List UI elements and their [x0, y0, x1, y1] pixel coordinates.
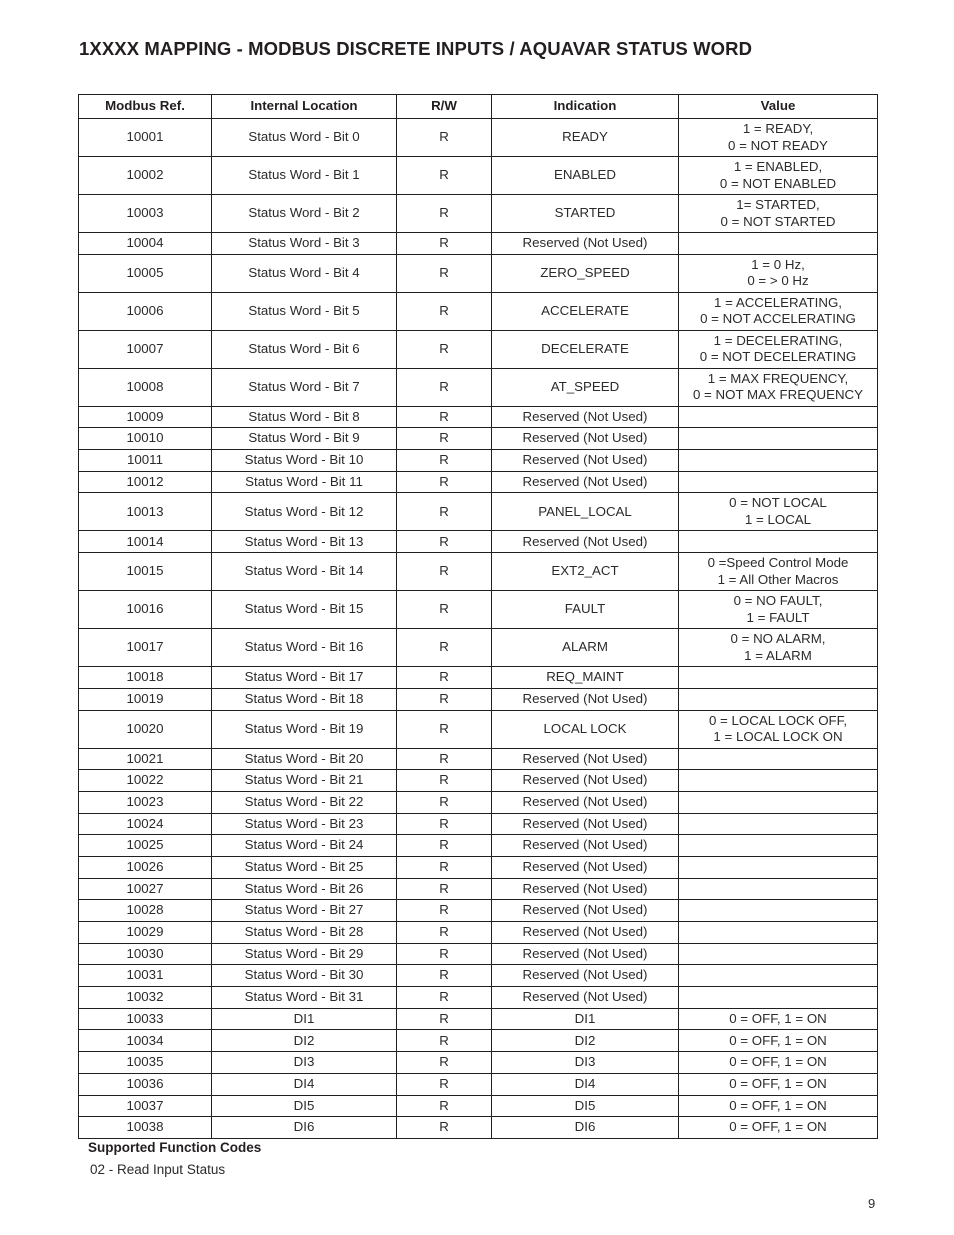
cell-indication: Reserved (Not Used)	[492, 856, 679, 878]
page-number: 9	[868, 1196, 876, 1211]
cell-internal-location: Status Word - Bit 10	[212, 450, 397, 472]
cell-internal-location: Status Word - Bit 31	[212, 987, 397, 1009]
cell-internal-location: Status Word - Bit 2	[212, 195, 397, 233]
cell-rw: R	[397, 791, 492, 813]
cell-indication: EXT2_ACT	[492, 553, 679, 591]
cell-internal-location: DI4	[212, 1073, 397, 1095]
page-title: 1XXXX MAPPING - MODBUS DISCRETE INPUTS / AQUAVAR STATUS WORD	[79, 38, 753, 59]
cell-internal-location: Status Word - Bit 4	[212, 254, 397, 292]
cell-indication: Reserved (Not Used)	[492, 922, 679, 944]
table-row	[79, 965, 878, 987]
value-line: 1 = FAULT	[746, 609, 810, 625]
value-line: 0 = OFF, 1 = ON	[729, 1010, 827, 1026]
cell-value	[679, 493, 878, 531]
cell-internal-location: Status Word - Bit 9	[212, 428, 397, 450]
cell-value	[679, 195, 878, 233]
cell-modbus-ref: 10034	[79, 1030, 212, 1052]
value-line: 0 = OFF, 1 = ON	[729, 1075, 827, 1091]
cell-modbus-ref: 10029	[79, 922, 212, 944]
cell-indication: Reserved (Not Used)	[492, 900, 679, 922]
cell-rw: R	[397, 591, 492, 629]
table-row	[79, 233, 878, 255]
cell-rw: R	[397, 688, 492, 710]
cell-internal-location: Status Word - Bit 26	[212, 878, 397, 900]
cell-rw: R	[397, 922, 492, 944]
cell-internal-location: DI1	[212, 1008, 397, 1030]
cell-indication: Reserved (Not Used)	[492, 813, 679, 835]
table-row	[79, 900, 878, 922]
cell-value	[679, 748, 878, 770]
cell-modbus-ref: 10006	[79, 292, 212, 330]
value-line: 0 = NOT MAX FREQUENCY	[692, 387, 864, 403]
cell-modbus-ref: 10026	[79, 856, 212, 878]
cell-modbus-ref: 10014	[79, 531, 212, 553]
cell-value	[679, 688, 878, 710]
table-row	[79, 791, 878, 813]
value-line: 0 = NOT DECELERATING	[699, 349, 857, 365]
cell-internal-location: Status Word - Bit 16	[212, 629, 397, 667]
header-value: Value	[679, 95, 878, 119]
value-line: 0 = NOT ACCELERATING	[700, 311, 856, 327]
cell-indication: LOCAL LOCK	[492, 710, 679, 748]
cell-value	[679, 1030, 878, 1052]
table-row	[79, 471, 878, 493]
cell-value	[679, 368, 878, 406]
cell-internal-location: Status Word - Bit 23	[212, 813, 397, 835]
table-row	[79, 710, 878, 748]
value-line: 1 = ACCELERATING,	[714, 294, 842, 310]
table-header-row	[79, 95, 878, 119]
cell-internal-location: DI3	[212, 1052, 397, 1074]
cell-rw: R	[397, 965, 492, 987]
cell-rw: R	[397, 1073, 492, 1095]
cell-modbus-ref: 10024	[79, 813, 212, 835]
cell-rw: R	[397, 292, 492, 330]
cell-indication: DI6	[492, 1117, 679, 1139]
cell-value	[679, 667, 878, 689]
cell-indication: ENABLED	[492, 157, 679, 195]
cell-rw: R	[397, 1095, 492, 1117]
cell-internal-location: DI2	[212, 1030, 397, 1052]
table-body	[79, 119, 878, 1139]
cell-value	[679, 922, 878, 944]
table-row	[79, 770, 878, 792]
value-line: 0 = NOT STARTED	[720, 213, 836, 229]
cell-internal-location: Status Word - Bit 15	[212, 591, 397, 629]
cell-value	[679, 965, 878, 987]
cell-indication: DI4	[492, 1073, 679, 1095]
value-line: 0 = NOT LOCAL	[729, 495, 827, 511]
cell-indication: ZERO_SPEED	[492, 254, 679, 292]
cell-rw: R	[397, 1117, 492, 1139]
cell-modbus-ref: 10037	[79, 1095, 212, 1117]
cell-value	[679, 835, 878, 857]
cell-modbus-ref: 10011	[79, 450, 212, 472]
table-row	[79, 856, 878, 878]
cell-rw: R	[397, 1052, 492, 1074]
cell-modbus-ref: 10018	[79, 667, 212, 689]
table-row	[79, 943, 878, 965]
value-line: 0 = OFF, 1 = ON	[729, 1097, 827, 1113]
cell-modbus-ref: 10019	[79, 688, 212, 710]
table-row	[79, 493, 878, 531]
value-line: 0 = OFF, 1 = ON	[729, 1119, 827, 1135]
cell-modbus-ref: 10021	[79, 748, 212, 770]
table-row	[79, 531, 878, 553]
cell-indication: FAULT	[492, 591, 679, 629]
table-row	[79, 330, 878, 368]
value-line: 0 = NOT READY	[728, 137, 828, 153]
cell-indication: ALARM	[492, 629, 679, 667]
cell-modbus-ref: 10035	[79, 1052, 212, 1074]
cell-rw: R	[397, 987, 492, 1009]
value-line: 0 = > 0 Hz	[747, 273, 809, 289]
cell-modbus-ref: 10038	[79, 1117, 212, 1139]
cell-indication: Reserved (Not Used)	[492, 688, 679, 710]
cell-internal-location: DI5	[212, 1095, 397, 1117]
table-row	[79, 428, 878, 450]
cell-value	[679, 428, 878, 450]
cell-value	[679, 406, 878, 428]
cell-internal-location: Status Word - Bit 21	[212, 770, 397, 792]
cell-value	[679, 943, 878, 965]
cell-value	[679, 1117, 878, 1139]
cell-indication: DECELERATE	[492, 330, 679, 368]
cell-value	[679, 292, 878, 330]
cell-internal-location: Status Word - Bit 5	[212, 292, 397, 330]
cell-rw: R	[397, 450, 492, 472]
cell-value	[679, 553, 878, 591]
cell-modbus-ref: 10016	[79, 591, 212, 629]
cell-internal-location: Status Word - Bit 19	[212, 710, 397, 748]
cell-modbus-ref: 10001	[79, 119, 212, 157]
table-row	[79, 1052, 878, 1074]
cell-internal-location: Status Word - Bit 7	[212, 368, 397, 406]
cell-indication: Reserved (Not Used)	[492, 471, 679, 493]
table-row	[79, 119, 878, 157]
cell-rw: R	[397, 943, 492, 965]
cell-internal-location: Status Word - Bit 25	[212, 856, 397, 878]
value-line: 1 = LOCAL LOCK ON	[713, 729, 843, 744]
value-line: 0 =Speed Control Mode	[707, 555, 849, 571]
supported-function-codes-title: Supported Function Codes	[88, 1140, 262, 1155]
cell-value	[679, 629, 878, 667]
table-row	[79, 1030, 878, 1052]
table-row	[79, 553, 878, 591]
cell-modbus-ref: 10017	[79, 629, 212, 667]
cell-rw: R	[397, 667, 492, 689]
header-indication: Indication	[492, 95, 679, 119]
cell-rw: R	[397, 254, 492, 292]
cell-internal-location: Status Word - Bit 6	[212, 330, 397, 368]
value-line: 1 = ENABLED,	[733, 159, 823, 174]
cell-indication: Reserved (Not Used)	[492, 835, 679, 857]
cell-indication: DI2	[492, 1030, 679, 1052]
cell-rw: R	[397, 710, 492, 748]
cell-rw: R	[397, 878, 492, 900]
cell-rw: R	[397, 835, 492, 857]
cell-indication: DI5	[492, 1095, 679, 1117]
value-line: 0 = LOCAL LOCK OFF,	[708, 712, 848, 728]
cell-indication: Reserved (Not Used)	[492, 406, 679, 428]
cell-rw: R	[397, 748, 492, 770]
cell-value	[679, 450, 878, 472]
cell-indication: Reserved (Not Used)	[492, 770, 679, 792]
table-row	[79, 450, 878, 472]
table-row	[79, 157, 878, 195]
cell-value	[679, 1052, 878, 1074]
cell-rw: R	[397, 195, 492, 233]
cell-internal-location: Status Word - Bit 27	[212, 900, 397, 922]
cell-rw: R	[397, 157, 492, 195]
cell-modbus-ref: 10023	[79, 791, 212, 813]
cell-internal-location: Status Word - Bit 0	[212, 119, 397, 157]
value-line: 0 = NOT ENABLED	[719, 175, 837, 191]
cell-value	[679, 157, 878, 195]
value-line: 1 = ALARM	[744, 647, 812, 663]
cell-indication: AT_SPEED	[492, 368, 679, 406]
cell-modbus-ref: 10030	[79, 943, 212, 965]
value-line: 1 = DECELERATING,	[713, 332, 843, 348]
cell-internal-location: Status Word - Bit 14	[212, 553, 397, 591]
cell-modbus-ref: 10004	[79, 233, 212, 255]
cell-indication: Reserved (Not Used)	[492, 965, 679, 987]
cell-value	[679, 878, 878, 900]
cell-rw: R	[397, 233, 492, 255]
cell-internal-location: Status Word - Bit 8	[212, 406, 397, 428]
cell-indication: ACCELERATE	[492, 292, 679, 330]
cell-modbus-ref: 10022	[79, 770, 212, 792]
cell-modbus-ref: 10032	[79, 987, 212, 1009]
header-internal-location: Internal Location	[212, 95, 397, 119]
table-row	[79, 987, 878, 1009]
table-row	[79, 878, 878, 900]
cell-internal-location: Status Word - Bit 28	[212, 922, 397, 944]
value-line: 1 = All Other Macros	[717, 571, 839, 587]
cell-value	[679, 119, 878, 157]
cell-indication: Reserved (Not Used)	[492, 943, 679, 965]
table-row	[79, 835, 878, 857]
cell-internal-location: Status Word - Bit 3	[212, 233, 397, 255]
cell-rw: R	[397, 1008, 492, 1030]
table-row	[79, 254, 878, 292]
cell-modbus-ref: 10003	[79, 195, 212, 233]
cell-internal-location: Status Word - Bit 13	[212, 531, 397, 553]
cell-value	[679, 1073, 878, 1095]
table-row	[79, 195, 878, 233]
value-line: 0 = NO ALARM,	[730, 631, 826, 647]
value-line: 1 = MAX FREQUENCY,	[707, 370, 849, 386]
cell-modbus-ref: 10036	[79, 1073, 212, 1095]
cell-internal-location: Status Word - Bit 20	[212, 748, 397, 770]
cell-rw: R	[397, 856, 492, 878]
cell-indication: DI3	[492, 1052, 679, 1074]
cell-value	[679, 254, 878, 292]
cell-rw: R	[397, 770, 492, 792]
cell-modbus-ref: 10002	[79, 157, 212, 195]
cell-value	[679, 531, 878, 553]
value-line: 1 = READY,	[742, 121, 814, 136]
value-line: 1= STARTED,	[736, 197, 820, 212]
cell-rw: R	[397, 406, 492, 428]
cell-rw: R	[397, 428, 492, 450]
cell-rw: R	[397, 553, 492, 591]
cell-indication: STARTED	[492, 195, 679, 233]
cell-value	[679, 791, 878, 813]
cell-internal-location: Status Word - Bit 1	[212, 157, 397, 195]
cell-indication: DI1	[492, 1008, 679, 1030]
cell-indication: Reserved (Not Used)	[492, 233, 679, 255]
cell-value	[679, 330, 878, 368]
cell-rw: R	[397, 330, 492, 368]
cell-value	[679, 591, 878, 629]
table-row	[79, 1117, 878, 1139]
cell-value	[679, 233, 878, 255]
cell-value	[679, 813, 878, 835]
header-rw: R/W	[397, 95, 492, 119]
cell-value	[679, 1095, 878, 1117]
cell-value	[679, 770, 878, 792]
cell-internal-location: Status Word - Bit 18	[212, 688, 397, 710]
cell-modbus-ref: 10020	[79, 710, 212, 748]
modbus-mapping-table	[78, 94, 878, 1139]
table-row	[79, 1095, 878, 1117]
table-row	[79, 292, 878, 330]
cell-modbus-ref: 10027	[79, 878, 212, 900]
cell-indication: READY	[492, 119, 679, 157]
cell-value	[679, 710, 878, 748]
cell-internal-location: Status Word - Bit 24	[212, 835, 397, 857]
cell-modbus-ref: 10031	[79, 965, 212, 987]
cell-rw: R	[397, 813, 492, 835]
cell-rw: R	[397, 629, 492, 667]
table-row	[79, 667, 878, 689]
cell-modbus-ref: 10005	[79, 254, 212, 292]
cell-modbus-ref: 10028	[79, 900, 212, 922]
cell-rw: R	[397, 900, 492, 922]
cell-modbus-ref: 10015	[79, 553, 212, 591]
cell-modbus-ref: 10025	[79, 835, 212, 857]
cell-modbus-ref: 10013	[79, 493, 212, 531]
cell-indication: Reserved (Not Used)	[492, 531, 679, 553]
cell-internal-location: Status Word - Bit 17	[212, 667, 397, 689]
supported-function-code-item: 02 - Read Input Status	[90, 1162, 226, 1177]
cell-indication: Reserved (Not Used)	[492, 987, 679, 1009]
cell-internal-location: Status Word - Bit 12	[212, 493, 397, 531]
cell-value	[679, 856, 878, 878]
cell-modbus-ref: 10007	[79, 330, 212, 368]
cell-internal-location: Status Word - Bit 11	[212, 471, 397, 493]
cell-rw: R	[397, 1030, 492, 1052]
table-row	[79, 748, 878, 770]
cell-internal-location: Status Word - Bit 30	[212, 965, 397, 987]
cell-modbus-ref: 10033	[79, 1008, 212, 1030]
value-line: 1 = 0 Hz,	[751, 256, 805, 272]
cell-indication: Reserved (Not Used)	[492, 450, 679, 472]
cell-rw: R	[397, 368, 492, 406]
cell-value	[679, 1008, 878, 1030]
cell-indication: REQ_MAINT	[492, 667, 679, 689]
table-row	[79, 688, 878, 710]
value-line: 1 = LOCAL	[744, 511, 812, 527]
cell-rw: R	[397, 531, 492, 553]
table-row	[79, 1008, 878, 1030]
table-row	[79, 922, 878, 944]
cell-value	[679, 471, 878, 493]
cell-modbus-ref: 10008	[79, 368, 212, 406]
cell-modbus-ref: 10010	[79, 428, 212, 450]
cell-indication: Reserved (Not Used)	[492, 748, 679, 770]
value-line: 0 = NO FAULT,	[733, 593, 823, 609]
cell-indication: PANEL_LOCAL	[492, 493, 679, 531]
value-line: 0 = OFF, 1 = ON	[729, 1032, 827, 1048]
table-row	[79, 813, 878, 835]
cell-internal-location: Status Word - Bit 22	[212, 791, 397, 813]
table-row	[79, 591, 878, 629]
cell-rw: R	[397, 471, 492, 493]
table-row	[79, 1073, 878, 1095]
cell-indication: Reserved (Not Used)	[492, 428, 679, 450]
cell-value	[679, 900, 878, 922]
cell-modbus-ref: 10009	[79, 406, 212, 428]
table-row	[79, 629, 878, 667]
cell-indication: Reserved (Not Used)	[492, 791, 679, 813]
cell-internal-location: DI6	[212, 1117, 397, 1139]
cell-rw: R	[397, 119, 492, 157]
cell-internal-location: Status Word - Bit 29	[212, 943, 397, 965]
cell-value	[679, 987, 878, 1009]
cell-modbus-ref: 10012	[79, 471, 212, 493]
cell-indication: Reserved (Not Used)	[492, 878, 679, 900]
table-row	[79, 368, 878, 406]
header-modbus-ref: Modbus Ref.	[79, 95, 212, 119]
value-line: 0 = OFF, 1 = ON	[729, 1054, 827, 1070]
table-row	[79, 406, 878, 428]
cell-rw: R	[397, 493, 492, 531]
